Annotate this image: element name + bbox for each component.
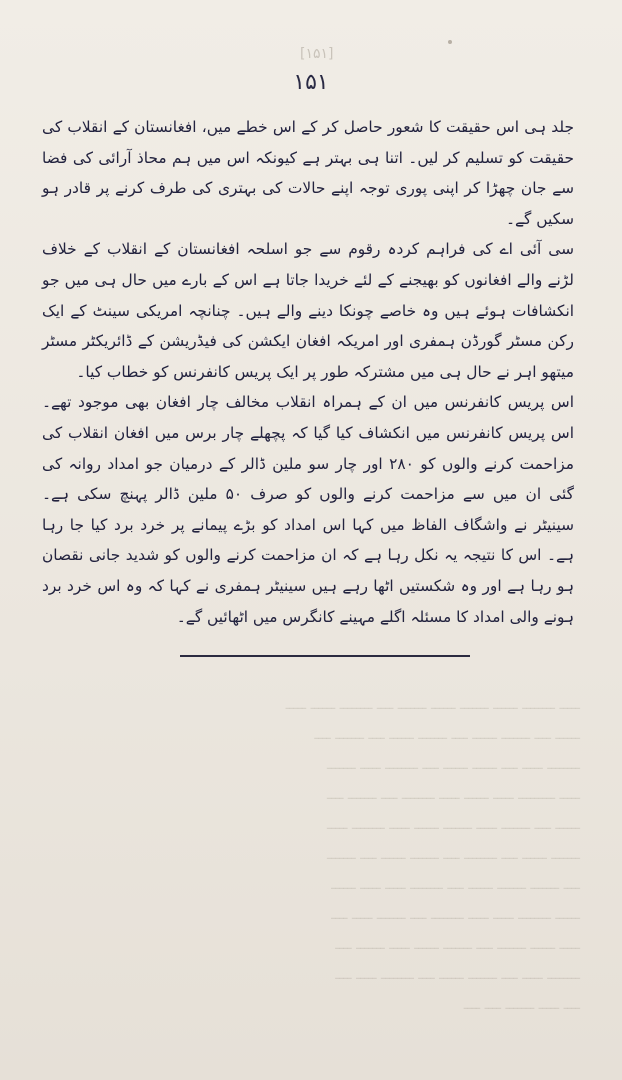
body-text [42,112,574,632]
reverse-side-bleed: ـــــ ــــــــ ــــــ ـــــــ ــــــ ـــــــ ــــ ــــــــ ــــــ ـــــ ــــــ ــــ ـــــــ ــــــ ــــ ـــــــ ــــــ ــــ ـــــــ ــــ ــــــــ ـــــ ــــ ــــــ ــــــ ــــ ــــــــ ـــــ ـــــــ ـــــ ـــــــــ ـــــ ــــــ ـــــ ــــــــ ــــ ـــــــ ــــ ــــــ ــــ ـــــــ ـــــ ـــــــ ــــــ ـــــ ــــــــ ـــــ ـــــــ ــــــ ــــ ــــــــ ــــ ـــــــ ــــــ ــــ ـــــــ ــــ ـــــــ ـــــــ ــــــ ــــ ــــــــ ـــــ ـــــ ــــــ ــــــ ــــــــ ـــــ ـــــ ــــــــ ــــ ـــــــ ـــــ ــــ ـــــ ــــــ ـــــــ ــــ ـــــــ ــــــ ـــــ ـــــــ ــــ ــــــــ ـــــ ــــ ـــــــ ــــــ ــــ ــــــــ ـــــ ــــ ــــ ـــــ ـــــــ ــــ ــــ [285,697,580,1013]
paragraph-2: سی آئی اے کی فراہم کردہ رقوم سے جو اسلحہ افغانستان کے انقلاب کے خلاف لڑنے والے افغانوں کو بھیجنے کے لئے خریدا جاتا ہے اس کے بارے میں حال ہی میں جو انکشافات ہوئے ہیں وہ خاصے چونکا دینے والے ہیں۔ چنانچہ امریکی سینٹ کے ایک رکن مسٹر گورڈن ہمفری اور امریکہ افغان ایکشن کی فیڈریشن کے ڈائریکٹر مسٹر میتھو اہر نے حال ہی میں مشترکہ طور پر ایک پریس کانفرنس کو خطاب کیا۔ [42,240,574,381]
show-through-page-number: [۱۵۱] [300,46,334,62]
paragraph-3: اس پریس کانفرنس میں ان کے ہمراہ انقلاب مخالف چار افغان بھی موجود تھے۔ اس پریس کانفرنس میں انکشاف کیا گیا کہ پچھلے چار برس میں افغان انقلاب کی مزاحمت کرنے والوں کو ۲۸۰ اور چار سو ملین ڈالر کے درمیان جو امداد روانہ کی گئی ان میں سے مزاحمت کرنے والوں کو صرف ۵۰ ملین ڈالر پہنچ سکی ہے۔ سینیٹر نے واشگاف الفاظ میں کہا اس امداد کو بڑے پیمانے پر خرد برد کیا جا رہا ہے۔ اس کا نتیجہ یہ نکل رہا ہے کہ ان مزاحمت کرنے والوں کو شدید جانی نقصان ہو رہا ہے اور وہ شکستیں اٹھا رہے ہیں سینیٹر ہمفری نے کہا کہ وہ اس خرد برد ہونے والی امداد کا مسئلہ اگلے مہینے کانگرس میں اٹھائیں گے۔ [42,393,575,626]
section-divider [180,655,470,657]
page-speck [448,40,452,44]
paragraph-1: جلد ہی اس حقیقت کا شعور حاصل کر کے اس خطے میں، افغانستان کے انقلاب کی حقیقت کو تسلیم کر لیں۔ اتنا ہی بہتر ہے کیونکہ اس میں ہم محاذ آرائی کی فضا سے جان چھڑا کر اپنی پوری توجہ اپنے حالات کی بہتری کی طرف کرنے پر قادر ہو سکیں گے۔ [42,118,574,228]
page-number: ۱۵۱ [293,70,329,95]
